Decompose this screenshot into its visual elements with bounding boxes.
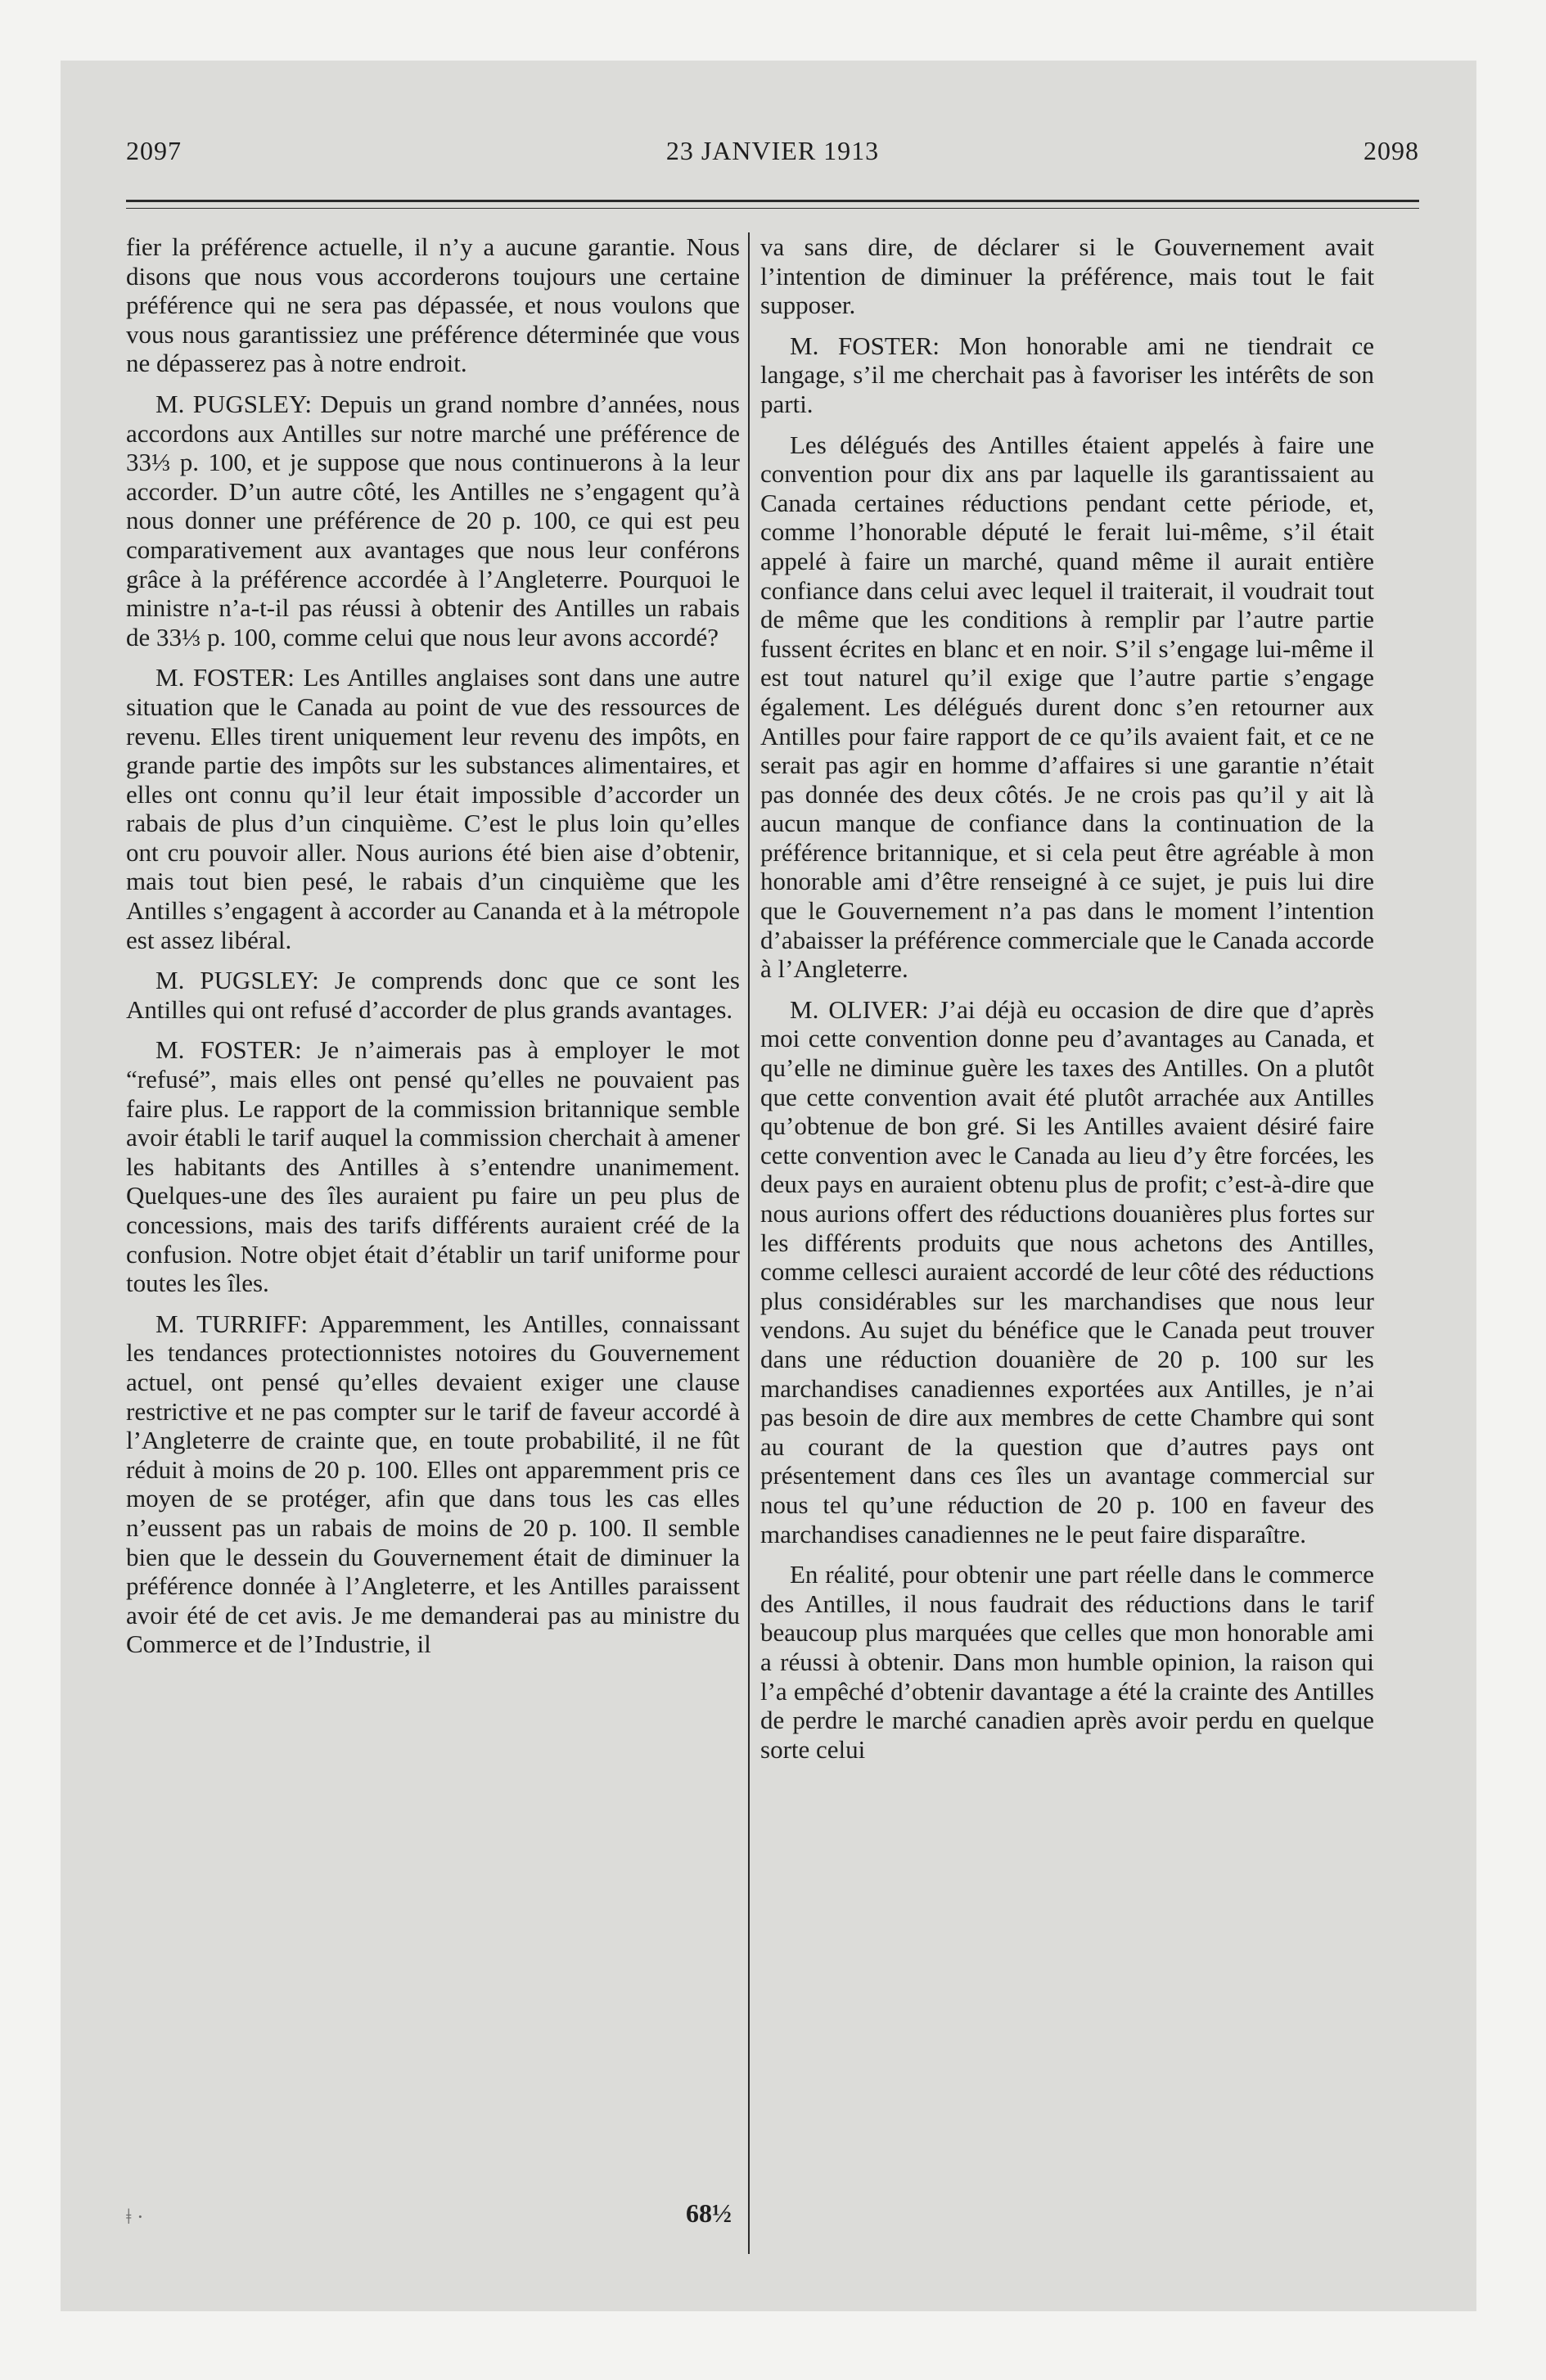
- paragraph: M. FOSTER: Mon honorable ami ne tiendrait ce langage, s’il me cherchait pas à favoriser les intérêts de son parti.: [760, 331, 1374, 418]
- paragraph: M. PUGSLEY: Je comprends donc que ce sont les Antilles qui ont refusé d’accorder de plus grands avantages.: [126, 966, 740, 1024]
- left-page-number: 2097: [126, 136, 182, 165]
- paragraph: M. OLIVER: J’ai déjà eu occasion de dire que d’après moi cette convention donne peu d’avantages au Canada, et qu’elle ne diminue guère les taxes des Antilles. On a plutôt que cette convention avait été plutôt arrachée aux Antilles qu’obtenue de bon gré. Si les Antilles avaient désiré faire cette convention avec le Canada au lieu d’y être forcées, les deux pays en auraient obtenu plus de profit; c’est-à-dire que nous aurions offert des réductions douanières plus fortes sur les différents produits que nous achetons des Antilles, comme cellesci auraient accordé de leur côté des réductions plus considérables sur les marchandises que nous leur vendons. Au sujet du bénéfice que le Canada peut trouver dans une réduction douanière de 20 p. 100 sur les marchandises canadiennes exportées aux Antilles, je n’ai pas besoin de dire aux membres de cette Chambre qui sont au courant de la question que d’autres pays ont présentement dans ces îles un avantage commercial sur nous tel qu’une réduction de 20 p. 100 en faveur des marchandises canadiennes ne le peut faire disparaître.: [760, 994, 1374, 1548]
- header-rule-thin: [126, 208, 1419, 209]
- column-divider: [748, 232, 750, 2254]
- page-header: [126, 136, 1419, 185]
- left-column: [126, 232, 740, 1670]
- paragraph: M. TURRIFF: Apparemment, les Antilles, connaissant les tendances protectionnistes notoires du Gouvernement actuel, ont pensé qu’elles devaient exiger une clause restrictive et ne pas compter sur le tarif de faveur accordé à l’Angleterre de crainte que, en toute probabilité, il ne fût réduit à moins de 20 p. 100. Elles ont apparemment pris ce moyen de se protéger, afin que dans tous les cas elles n’eussent pas un rabais de moins de 20 p. 100. Il semble bien que le dessein du Gouvernement était de diminuer la préférence donnée à l’Angleterre, et les Antilles paraissent avoir été de cet avis. Je me demanderai pas au ministre du Commerce et de l’Industrie, il: [126, 1309, 740, 1659]
- signature-mark: 68½: [686, 2198, 732, 2228]
- paragraph: va sans dire, de déclarer si le Gouvernement avait l’intention de diminuer la préférence, mais tout le fait supposer.: [760, 232, 1374, 320]
- paragraph: fier la préférence actuelle, il n’y a aucune garantie. Nous disons que nous vous accorderons toujours une certaine préférence qui ne sera pas dépassée, et nous voulons que vous nous garantissiez une préférence déterminée que vous ne dépasserez pas à notre endroit.: [126, 232, 740, 378]
- paragraph: Les délégués des Antilles étaient appelés à faire une convention pour dix ans par laquelle ils garantissaient au Canada certaines réductions pendant cette période, et, comme l’honorable député le ferait lui-même, s’il était appelé à faire un marché, quand même il aurait entière confiance dans celui avec lequel il traiterait, il voudrait tout de même que les conditions à remplir par l’autre partie fussent écrites en blanc et en noir. S’il s’engage lui-même il est tout naturel qu’il exige que l’autre partie s’engage également. Les délégués durent donc s’en retourner aux Antilles pour faire rapport de ce qu’ils avaient fait, et ce ne serait pas agir en homme d’affaires si une garantie n’était pas donnée des deux côtés. Je ne crois pas qu’il y ait là aucun manque de confiance dans la continuation de la préférence britannique, et si cela peut être agréable à mon honorable ami d’être renseigné à ce sujet, je puis lui dire que le Gouvernement n’a pas dans le moment l’intention d’abaisser la préférence commerciale que le Canada accorde à l’Angleterre.: [760, 430, 1374, 984]
- paragraph: En réalité, pour obtenir une part réelle dans le commerce des Antilles, il nous faudrait des réductions dans le tarif beaucoup plus marquées que celles que mon honorable ami a réussi à obtenir. Dans mon humble opinion, la raison qui l’a empêché d’obtenir davantage a été la crainte des Antilles de perdre le marché canadien après avoir perdu en quelque sorte celui: [760, 1560, 1374, 1764]
- footer-mark: ǂ ·: [126, 2205, 144, 2229]
- right-column: [760, 232, 1374, 1775]
- paragraph: M. FOSTER: Je n’aimerais pas à employer le mot “refusé”, mais elles ont pensé qu’elles ne pouvaient pas faire plus. Le rapport de la commission britannique semble avoir établi le tarif auquel la commission cherchait à amener les habitants des Antilles à s’entendre unanimement. Quelques-une des îles auraient pu faire un peu plus de concessions, mais des tarifs différents auraient créé de la confusion. Notre objet était d’établir un tarif uniforme pour toutes les îles.: [126, 1035, 740, 1298]
- page-date: 23 JANVIER 1913: [665, 136, 880, 165]
- page-footer: [126, 2198, 732, 2239]
- paragraph: M. PUGSLEY: Depuis un grand nombre d’années, nous accordons aux Antilles sur notre marché une préférence de 33⅓ p. 100, et je suppose que nous continuerons à la leur accorder. D’un autre côté, les Antilles ne s’engagent qu’à nous donner une préférence de 20 p. 100, ce qui est peu comparativement aux avantages que nous leur conférons grâce à la préférence accordée à l’Angleterre. Pourquoi le ministre n’a-t-il pas réussi à obtenir des Antilles un rabais de 33⅓ p. 100, comme celui que nous leur avons accordé?: [126, 389, 740, 651]
- paragraph: M. FOSTER: Les Antilles anglaises sont dans une autre situation que le Canada au point de vue des ressources de revenu. Elles tirent uniquement leur revenu des impôts, en grande partie des impôts sur les substances alimentaires, et elles ont connu qu’il leur était impossible d’accorder un rabais de plus d’un cinquième. C’est le plus loin qu’elles ont cru pouvoir aller. Nous aurions été bien aise d’obtenir, mais tout bien pesé, le rabais d’un cinquième que les Antilles s’engagent à accorder au Cananda et à la métropole est assez libéral.: [126, 663, 740, 954]
- header-rule-thick: [126, 200, 1419, 202]
- right-page-number: 2098: [1363, 136, 1419, 165]
- scanned-page: [61, 61, 1476, 2311]
